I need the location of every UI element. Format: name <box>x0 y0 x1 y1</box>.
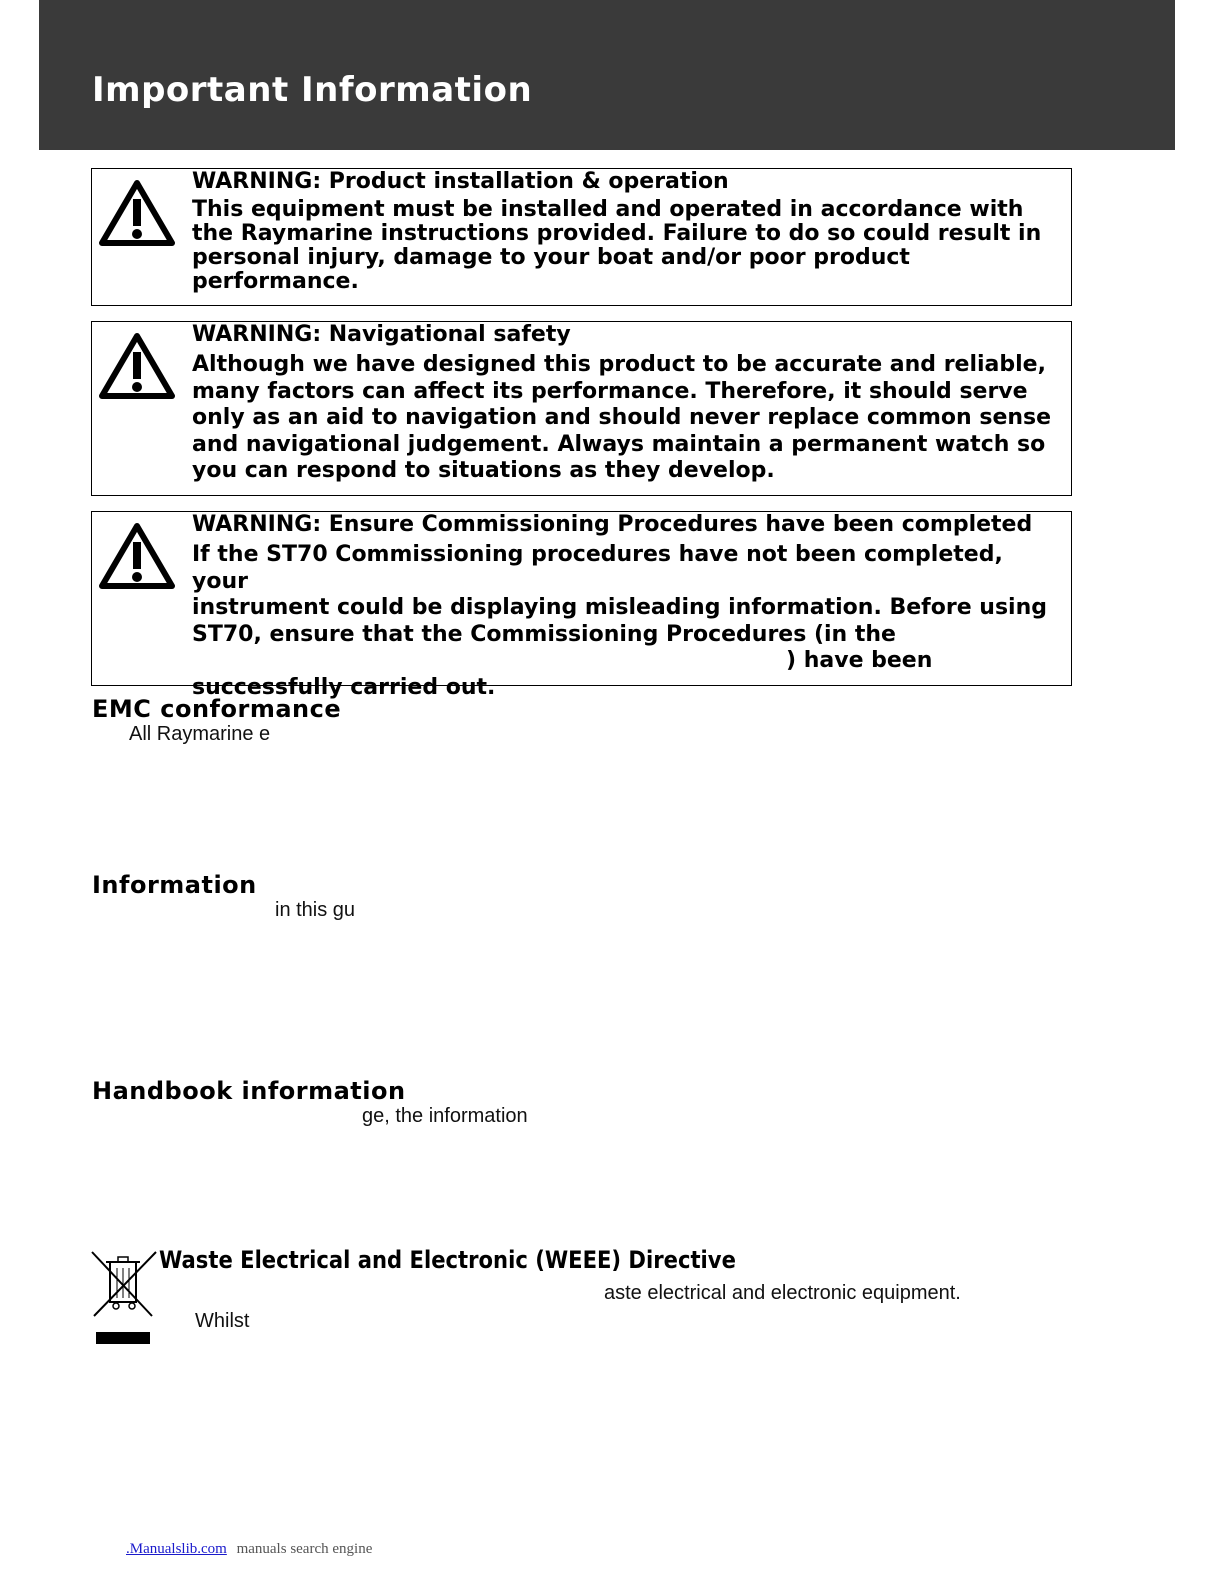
warning-title: WARNING: Product installation & operation <box>192 169 729 194</box>
emc-heading: EMC conformance <box>92 695 342 723</box>
warning-body: This equipment must be installed and operated in accordance with the Raymarine instructions provided. Failure to do so could result in personal injury, damage to your boat and/or poor product performance. <box>192 197 1042 294</box>
footer-tagline: manuals search engine <box>236 1541 373 1557</box>
warning-body-line: successfully carried out. <box>192 674 496 700</box>
warning-title: WARNING: Ensure Commissioning Procedures have been completed <box>192 512 1033 537</box>
warning-box-installation <box>91 168 1072 306</box>
crossed-out-bin-icon <box>90 1250 158 1348</box>
warning-body-line: instrument could be displaying misleading information. Before using <box>192 595 1047 620</box>
emc-text: All Raymarine e <box>129 723 271 745</box>
weee-heading: Waste Electrical and Electronic (WEEE) Directive <box>159 1246 736 1274</box>
warning-body <box>192 542 1064 701</box>
warning-box-commissioning <box>91 511 1072 700</box>
manualslib-link[interactable]: .Manualslib.com <box>126 1541 227 1557</box>
page-title: Important Information <box>92 70 533 110</box>
warning-box-navigation <box>91 321 1072 496</box>
information-text: in this gu <box>275 899 356 921</box>
page-header <box>39 0 1175 150</box>
weee-text: aste electrical and electronic equipment. <box>604 1282 961 1304</box>
handbook-heading: Handbook information <box>92 1077 406 1105</box>
warning-triangle-icon <box>99 332 175 402</box>
warning-body: Although we have designed this product to be accurate and reliable, many factors can affect its performance. Therefore, it should serve only as an aid to navigation and should never replace common sense and navigational judgement. Always maintain a permanent watch so you can respond to situations as they develop. <box>192 352 1052 483</box>
footer <box>126 1541 372 1558</box>
warning-triangle-icon <box>99 522 175 592</box>
warning-triangle-icon <box>99 179 175 249</box>
warning-title: WARNING: Navigational safety <box>192 322 571 347</box>
warning-body-line: If the ST70 Commissioning procedures have not been completed, your <box>192 542 1003 594</box>
weee-text: Whilst <box>195 1310 250 1332</box>
information-heading: Information <box>92 871 257 899</box>
handbook-text: ge, the information <box>362 1105 528 1127</box>
warning-body-line: ) have been <box>786 648 933 673</box>
warning-body-line: ST70, ensure that the Commissioning Procedures (in the <box>192 621 896 647</box>
